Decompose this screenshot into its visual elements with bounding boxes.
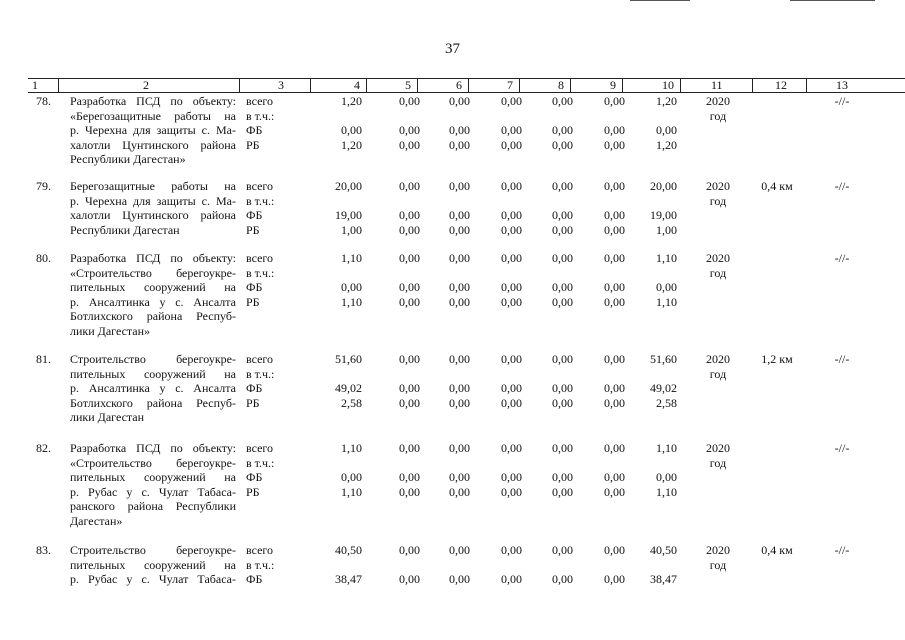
funding-label: всего [246,352,274,366]
year-unit: год [709,557,727,572]
header-col-6: 6 [456,78,462,92]
value-col-9: 0,00 [604,352,625,366]
value-col-6: 0,00 [449,352,470,366]
funding-label: всего [246,251,274,265]
value-col-9: 0,00 [604,484,625,499]
funding-label: в т.ч.: [246,108,275,123]
value-col-6: 0,00 [449,470,470,484]
value-col-7: 0,00 [501,137,522,152]
table-header [28,78,905,93]
header-col-12: 12 [775,78,787,92]
value-col-5: 0,00 [399,484,420,499]
header-col-13: 13 [836,78,848,92]
value-col-10: 1,20 [656,94,677,108]
value-col-9: 0,00 [604,470,625,484]
value-col-10: 49,02 [650,381,677,395]
funding-label: ФБ [246,381,263,395]
object-name-line: пительных сооружений на [70,280,236,294]
value-col-4: 20,00 [335,179,362,193]
value-col-4: 40,50 [335,543,362,557]
value-col-8: 0,00 [552,543,573,557]
value-col-6: 0,00 [449,484,470,499]
header-divider [417,79,418,92]
value-col-6: 0,00 [449,294,470,309]
value-col-8: 0,00 [552,208,573,222]
value-col-4: 0,00 [341,280,362,294]
value-col-7: 0,00 [501,395,522,410]
object-name-line: р. Ансалтинка у с. Ансалта [70,294,236,309]
object-name-line: Разработка ПСД по объекту: [70,251,236,265]
value-col-7: 0,00 [501,294,522,309]
object-name [70,441,236,528]
object-name-line: Разработка ПСД по объекту: [70,94,236,108]
row-number: 79. [36,179,51,193]
executor-ditto: -//- [834,543,850,557]
object-name-line: пительных сооружений на [70,366,236,381]
object-name-line: Ботлихского района Респуб- [70,309,236,323]
header-divider [680,79,681,92]
year-unit: год [709,108,727,123]
object-name-line: халотли Цунтинского района [70,208,236,222]
value-col-7: 0,00 [501,381,522,395]
value-col-8: 0,00 [552,572,573,586]
funding-label: ФБ [246,280,263,294]
top-scan-line-right [790,0,875,1]
top-scan-line-left [630,0,690,1]
value-col-5: 0,00 [399,123,420,137]
row-number: 82. [36,441,51,455]
value-col-4: 1,20 [341,94,362,108]
year-unit: год [709,193,727,208]
value-col-9: 0,00 [604,572,625,586]
funding-label: всего [246,441,274,455]
value-col-10: 1,20 [656,137,677,152]
value-col-7: 0,00 [501,280,522,294]
value-col-10: 51,60 [650,352,677,366]
value-col-5: 0,00 [399,137,420,152]
funding-label: ФБ [246,123,263,137]
value-col-10: 1,10 [656,441,677,455]
value-col-7: 0,00 [501,543,522,557]
value-col-6: 0,00 [449,572,470,586]
value-col-4: 1,10 [341,251,362,265]
value-col-10: 1,10 [656,484,677,499]
value-col-9: 0,00 [604,395,625,410]
value-col-10: 1,00 [656,222,677,237]
value-col-5: 0,00 [399,470,420,484]
funding-label: РБ [246,137,260,152]
value-col-9: 0,00 [604,381,625,395]
value-col-6: 0,00 [449,280,470,294]
funding-label: в т.ч.: [246,557,275,572]
object-name [70,543,236,587]
capacity-value: 0,4 км [761,179,793,193]
capacity-value: 1,2 км [761,352,793,366]
year-value: 2020 [706,352,730,366]
value-col-7: 0,00 [501,484,522,499]
value-col-5: 0,00 [399,543,420,557]
header-col-1: 1 [32,78,38,92]
funding-label: ФБ [246,572,263,586]
value-col-6: 0,00 [449,123,470,137]
value-col-5: 0,00 [399,280,420,294]
object-name-line: Ботлихского района Респуб- [70,395,236,410]
object-name-line: Республики Дагестан» [70,152,186,166]
funding-label: в т.ч.: [246,366,275,381]
value-col-5: 0,00 [399,381,420,395]
header-col-2: 2 [143,78,149,92]
object-name-line: Строительство берегоукре- [70,352,236,366]
value-col-5: 0,00 [399,441,420,455]
object-name-line: р. Ансалтинка у с. Ансалта [70,381,236,395]
value-col-7: 0,00 [501,179,522,193]
value-col-6: 0,00 [449,395,470,410]
row-number: 78. [36,94,51,108]
funding-label: РБ [246,484,260,499]
object-name-line: ранского района Республики [70,499,236,513]
value-col-6: 0,00 [449,137,470,152]
value-col-9: 0,00 [604,543,625,557]
value-col-7: 0,00 [501,123,522,137]
object-name-line: лики Дагестан» [70,323,151,338]
object-name-line: «Строительство берегоукре- [70,455,236,470]
header-divider [366,79,367,92]
value-col-7: 0,00 [501,441,522,455]
value-col-5: 0,00 [399,572,420,586]
value-col-8: 0,00 [552,294,573,309]
object-name [70,94,236,167]
value-col-8: 0,00 [552,94,573,108]
header-col-5: 5 [405,78,411,92]
value-col-6: 0,00 [449,381,470,395]
object-name-line: Дагестан» [70,513,123,528]
value-col-5: 0,00 [399,352,420,366]
header-col-7: 7 [507,78,513,92]
value-col-10: 40,50 [650,543,677,557]
value-col-10: 0,00 [656,123,677,137]
value-col-10: 0,00 [656,470,677,484]
year-value: 2020 [706,94,730,108]
funding-label: ФБ [246,470,263,484]
header-col-8: 8 [558,78,564,92]
value-col-6: 0,00 [449,94,470,108]
value-col-8: 0,00 [552,251,573,265]
value-col-10: 20,00 [650,179,677,193]
executor-ditto: -//- [834,352,850,366]
value-col-6: 0,00 [449,543,470,557]
value-col-9: 0,00 [604,222,625,237]
value-col-7: 0,00 [501,572,522,586]
value-col-4: 0,00 [341,123,362,137]
executor-ditto: -//- [834,251,850,265]
value-col-6: 0,00 [449,208,470,222]
value-col-4: 1,10 [341,441,362,455]
value-col-9: 0,00 [604,208,625,222]
object-name-line: р. Рубас у с. Чулат Табаса- [70,484,236,499]
header-divider [468,79,469,92]
object-name [70,352,236,425]
object-name [70,251,236,338]
funding-label: в т.ч.: [246,193,275,208]
value-col-5: 0,00 [399,179,420,193]
value-col-8: 0,00 [552,484,573,499]
funding-label: всего [246,94,274,108]
value-col-5: 0,00 [399,294,420,309]
value-col-5: 0,00 [399,208,420,222]
value-col-9: 0,00 [604,251,625,265]
header-divider [58,79,59,92]
header-divider [806,79,807,92]
object-name-line: р. Черехна для защиты с. Ма- [70,123,236,137]
value-col-6: 0,00 [449,222,470,237]
object-name-line: пительных сооружений на [70,557,236,572]
value-col-4: 19,00 [335,208,362,222]
value-col-8: 0,00 [552,123,573,137]
header-col-9: 9 [610,78,616,92]
value-col-4: 1,10 [341,484,362,499]
page-number: 37 [445,41,460,57]
header-divider [310,79,311,92]
value-col-4: 1,10 [341,294,362,309]
value-col-4: 1,20 [341,137,362,152]
value-col-10: 2,58 [656,395,677,410]
value-col-8: 0,00 [552,395,573,410]
value-col-7: 0,00 [501,208,522,222]
value-col-9: 0,00 [604,280,625,294]
value-col-9: 0,00 [604,123,625,137]
row-number: 83. [36,543,51,557]
object-name-line: р. Черехна для защиты с. Ма- [70,193,236,208]
value-col-6: 0,00 [449,251,470,265]
value-col-8: 0,00 [552,470,573,484]
value-col-4: 2,58 [341,395,362,410]
value-col-7: 0,00 [501,470,522,484]
header-divider [570,79,571,92]
value-col-7: 0,00 [501,94,522,108]
year-value: 2020 [706,179,730,193]
funding-label: РБ [246,395,260,410]
value-col-9: 0,00 [604,294,625,309]
row-number: 81. [36,352,51,366]
object-name-line: пительных сооружений на [70,470,236,484]
value-col-8: 0,00 [552,179,573,193]
funding-label: РБ [246,222,260,237]
year-unit: год [709,366,727,381]
funding-label: в т.ч.: [246,265,275,280]
header-divider [519,79,520,92]
year-value: 2020 [706,251,730,265]
funding-label: ФБ [246,208,263,222]
year-unit: год [709,455,727,470]
year-value: 2020 [706,543,730,557]
value-col-9: 0,00 [604,441,625,455]
value-col-8: 0,00 [552,352,573,366]
value-col-4: 1,00 [341,222,362,237]
capacity-value: 0,4 км [761,543,793,557]
funding-label: РБ [246,294,260,309]
object-name-line: лики Дагестан [70,410,145,424]
object-name-line: Берегозащитные работы на [70,179,236,193]
header-divider [622,79,623,92]
value-col-6: 0,00 [449,179,470,193]
value-col-7: 0,00 [501,222,522,237]
executor-ditto: -//- [834,94,850,108]
value-col-8: 0,00 [552,280,573,294]
value-col-10: 19,00 [650,208,677,222]
value-col-8: 0,00 [552,222,573,237]
value-col-8: 0,00 [552,441,573,455]
object-name-line: «Строительство берегоукре- [70,265,236,280]
value-col-5: 0,00 [399,251,420,265]
object-name [70,179,236,237]
value-col-5: 0,00 [399,94,420,108]
object-name-line: р. Рубас у с. Чулат Табаса- [70,572,236,586]
value-col-10: 1,10 [656,251,677,265]
header-divider [752,79,753,92]
value-col-4: 49,02 [335,381,362,395]
value-col-10: 0,00 [656,280,677,294]
value-col-8: 0,00 [552,137,573,152]
value-col-4: 0,00 [341,470,362,484]
funding-label: всего [246,543,274,557]
funding-label: всего [246,179,274,193]
value-col-9: 0,00 [604,179,625,193]
value-col-6: 0,00 [449,441,470,455]
header-col-3: 3 [278,78,284,92]
object-name-line: «Берегозащитные работы на [70,108,236,123]
header-col-10: 10 [662,78,674,92]
object-name-line: халотли Цунтинского района [70,137,236,152]
value-col-4: 38,47 [335,572,362,586]
header-col-4: 4 [354,78,360,92]
header-divider [239,79,240,92]
executor-ditto: -//- [834,179,850,193]
object-name-line: Республики Дагестан [70,222,180,237]
executor-ditto: -//- [834,441,850,455]
value-col-7: 0,00 [501,352,522,366]
value-col-5: 0,00 [399,222,420,237]
value-col-4: 51,60 [335,352,362,366]
value-col-5: 0,00 [399,395,420,410]
value-col-9: 0,00 [604,94,625,108]
year-value: 2020 [706,441,730,455]
value-col-7: 0,00 [501,251,522,265]
header-col-11: 11 [711,78,723,92]
object-name-line: Разработка ПСД по объекту: [70,441,236,455]
value-col-10: 1,10 [656,294,677,309]
value-col-9: 0,00 [604,137,625,152]
row-number: 80. [36,251,51,265]
value-col-10: 38,47 [650,572,677,586]
value-col-8: 0,00 [552,381,573,395]
object-name-line: Строительство берегоукре- [70,543,236,557]
funding-label: в т.ч.: [246,455,275,470]
year-unit: год [709,265,727,280]
